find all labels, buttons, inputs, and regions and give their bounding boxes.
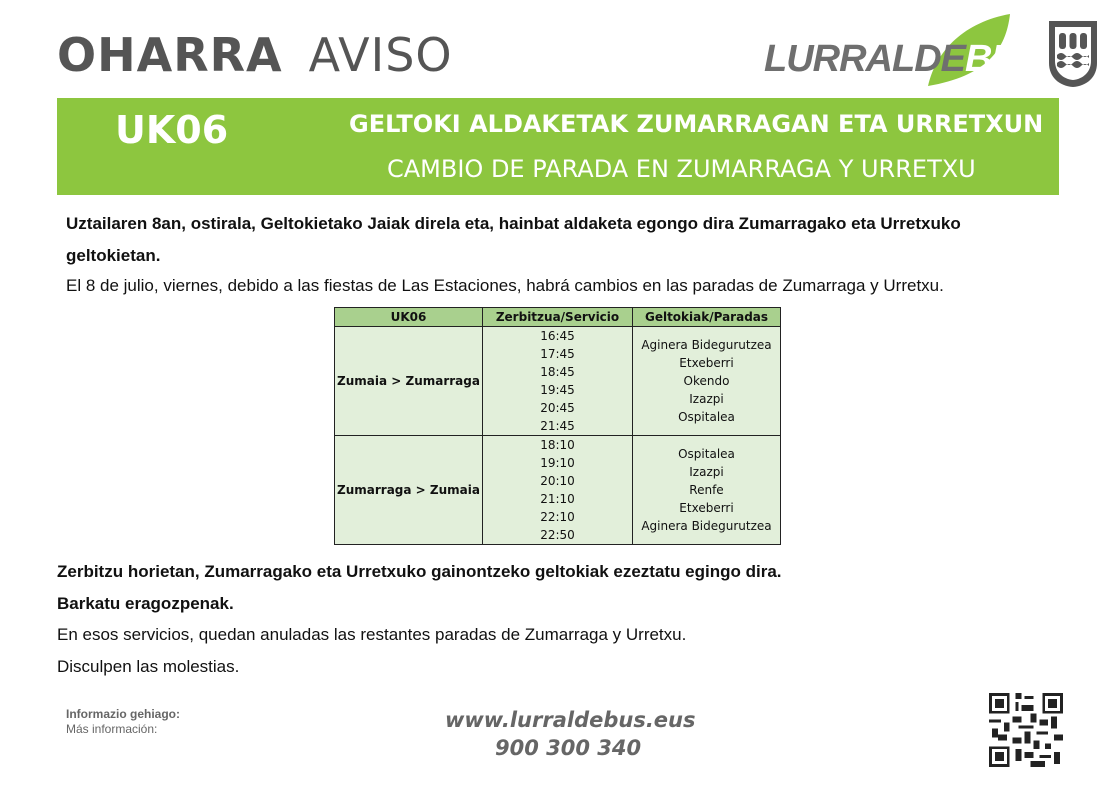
time: 22:10 [540, 510, 575, 524]
title-eu: OHARRA [57, 28, 283, 82]
table-header: UK06 [335, 308, 483, 327]
stop: Etxeberri [679, 501, 734, 515]
table-row [335, 436, 781, 545]
banner-title-es: CAMBIO DE PARADA EN ZUMARRAGA Y URRETXU [387, 155, 976, 183]
more-info-eu: Informazio gehiago: [66, 707, 180, 721]
route-cell: Zumarraga > Zumaia [335, 436, 483, 545]
stop: Renfe [689, 483, 724, 497]
route-cell: Zumaia > Zumarraga [335, 327, 483, 436]
lurraldebus-logo [760, 10, 1043, 94]
stop: Izazpi [689, 465, 724, 479]
time: 22:50 [540, 528, 575, 542]
stop: Aginera Bidegurutzea [641, 519, 772, 533]
table-header: Geltokiak/Paradas [633, 308, 781, 327]
table-header: Zerbitzua/Servicio [483, 308, 633, 327]
time: 19:10 [540, 456, 575, 470]
phone-number: 900 300 340 [495, 736, 642, 760]
logo-text-2: BUS [964, 38, 1043, 80]
times-cell [483, 436, 633, 545]
intro-eu-line1: Uztailaren 8an, ostirala, Geltokietako Jaiak direla eta, hainbat aldaketa egongo dira Zumarragako eta Urretxuko [66, 214, 961, 233]
closing-eu-line1: Zerbitzu horietan, Zumarragako eta Urretxuko gainontzeko geltokiak ezeztatu egingo dira. [57, 562, 782, 581]
time: 19:45 [540, 383, 575, 397]
banner-title-eu: GELTOKI ALDAKETAK ZUMARRAGAN ETA URRETXUN [349, 110, 1044, 138]
time: 21:10 [540, 492, 575, 506]
closing-es-line2: Disculpen las molestias. [57, 657, 240, 676]
table-header-row [335, 308, 781, 327]
stop: Etxeberri [679, 356, 734, 370]
time: 18:10 [540, 438, 575, 452]
intro-es: El 8 de julio, viernes, debido a las fiestas de Las Estaciones, habrá cambios en las paradas de Zumarraga y Urretxu. [66, 276, 944, 295]
stops-cell [633, 436, 781, 545]
stop: Okendo [683, 374, 730, 388]
stop: Aginera Bidegurutzea [641, 338, 772, 352]
time: 16:45 [540, 329, 575, 343]
times-cell [483, 327, 633, 436]
gipuzkoa-shield-icon [1047, 19, 1099, 89]
closing-es-line1: En esos servicios, quedan anuladas las restantes paradas de Zumarraga y Urretxu. [57, 625, 687, 644]
stop: Izazpi [689, 392, 724, 406]
time: 21:45 [540, 419, 575, 433]
title-banner [57, 98, 1059, 195]
table-row [335, 327, 781, 436]
stops-cell [633, 327, 781, 436]
schedule-table [334, 307, 781, 545]
more-info [66, 707, 180, 737]
intro-eu-line2: geltokietan. [66, 246, 161, 265]
time: 18:45 [540, 365, 575, 379]
stop: Ospitalea [678, 410, 735, 424]
line-code: UK06 [115, 108, 229, 152]
title-es: AVISO [308, 28, 453, 82]
page-title [57, 28, 453, 82]
closing-eu-line2: Barkatu eragozpenak. [57, 594, 234, 613]
time: 20:45 [540, 401, 575, 415]
stop: Ospitalea [678, 447, 735, 461]
more-info-es: Más información: [66, 722, 158, 736]
contact-block [445, 706, 696, 762]
logo-text-1: LURRALDE [764, 38, 965, 80]
qr-code-icon [989, 693, 1063, 767]
time: 20:10 [540, 474, 575, 488]
website-link[interactable]: www.lurraldebus.eus [445, 708, 696, 732]
time: 17:45 [540, 347, 575, 361]
